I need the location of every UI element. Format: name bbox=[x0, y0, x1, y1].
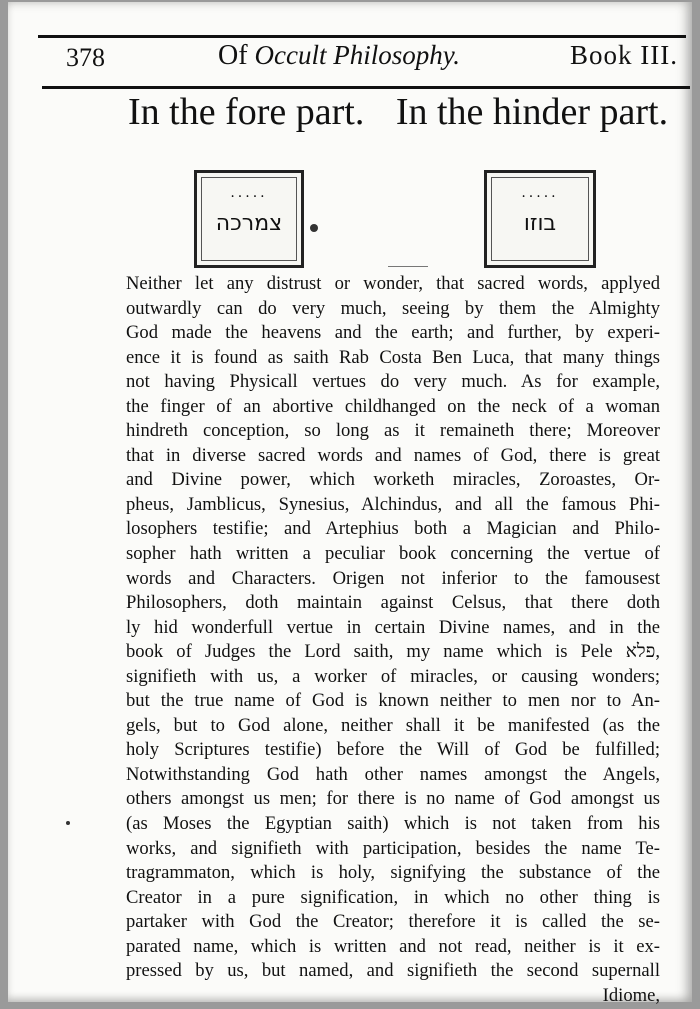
hinder-part-caption: In the hinder part. bbox=[395, 91, 669, 133]
seal-hebrew-word: צמרכה bbox=[215, 211, 283, 236]
text-line: Neither let any distrust or wonder, that sacred words, applyed bbox=[126, 273, 660, 294]
text-line: Philosophers, doth maintain against Celsus, that there doth bbox=[126, 592, 660, 614]
running-title-italic: Occult Philosophy. bbox=[254, 40, 461, 70]
text-line: outwardly can do very much, seeing by them the Almighty bbox=[126, 297, 660, 319]
running-head bbox=[40, 40, 682, 80]
text-line: Notwithstanding God hath other names amongst the Angels, bbox=[126, 763, 660, 785]
ink-dot bbox=[310, 224, 318, 232]
position-caption bbox=[128, 90, 690, 134]
text-line: that in diverse sacred words and names of God, there is great bbox=[126, 444, 660, 466]
ink-mark bbox=[388, 266, 428, 267]
page-number: 378 bbox=[66, 43, 105, 72]
running-title-prefix: Of bbox=[218, 40, 255, 71]
seal-dots: ..... bbox=[230, 185, 268, 201]
text-line: ly hid wonderfull vertue in certain Divine names, and in the bbox=[126, 616, 660, 638]
book-page bbox=[8, 2, 692, 1006]
header-rule-top bbox=[38, 35, 686, 38]
text-line: parated name, which is written and not read, neither is it ex- bbox=[126, 935, 660, 957]
seal-hinder-part bbox=[484, 170, 596, 268]
text-line: partaker with God the Creator; therefore it is called the se- bbox=[126, 911, 660, 933]
text-line: gels, but to God alone, neither shall it be manifested (as the bbox=[126, 714, 660, 736]
text-line: (as Moses the Egyptian saith) which is not taken from his bbox=[126, 813, 660, 835]
text-line: ence it is found as saith Rab Costa Ben Luca, that many things bbox=[126, 346, 660, 368]
text-line: book of Judges the Lord saith, my name which is Pele פלא, bbox=[126, 641, 660, 663]
fore-part-caption: In the fore part. bbox=[128, 91, 365, 133]
seal-fore-part bbox=[194, 170, 304, 268]
text-line: but the true name of God is known neither to men nor to An- bbox=[126, 690, 660, 712]
running-title bbox=[218, 40, 460, 72]
body-text bbox=[126, 272, 660, 1008]
text-line: hindreth conception, so long as it remaineth there; Moreover bbox=[126, 420, 660, 442]
text-line: holy Scriptures testifie) before the Will of God be fulfilled; bbox=[126, 739, 660, 761]
seal-dots: ..... bbox=[521, 185, 559, 201]
text-line: signifieth with us, a worker of miracles, or causing wonders; bbox=[126, 665, 660, 687]
book-label: Book III. bbox=[570, 40, 678, 70]
text-line: sopher hath written a peculiar book concerning the vertue of bbox=[126, 543, 660, 565]
text-line: pheus, Jamblicus, Synesius, Alchindus, and all the famous Phi- bbox=[126, 493, 660, 515]
text-line: and Divine power, which worketh miracles, Zoroastes, Or- bbox=[126, 469, 660, 491]
margin-mark bbox=[66, 821, 70, 825]
text-line: the finger of an abortive childhanged on the neck of a woman bbox=[126, 395, 660, 417]
text-line: not having Physicall vertues do very much. As for example, bbox=[126, 371, 660, 393]
text-line: losophers testifie; and Artephius both a Magician and Philo- bbox=[126, 518, 660, 540]
text-line: God made the heavens and the earth; and further, by experi- bbox=[126, 322, 660, 344]
text-line: Idiome, bbox=[602, 984, 660, 1006]
text-line: Creator in a pure signification, in which no other thing is bbox=[126, 886, 660, 908]
text-line: works, and signifieth with participation, besides the name Te- bbox=[126, 837, 660, 859]
text-line: words and Characters. Origen not inferior to the famousest bbox=[126, 567, 660, 589]
text-line: tragrammaton, which is holy, signifying the substance of the bbox=[126, 862, 660, 884]
header-rule-bottom bbox=[42, 86, 690, 89]
text-line: pressed by us, but named, and signifieth the second supernall bbox=[126, 960, 660, 982]
text-line: others amongst us men; for there is no name of God amongst us bbox=[126, 788, 660, 810]
seal-hebrew-word: בוזו bbox=[523, 211, 557, 236]
